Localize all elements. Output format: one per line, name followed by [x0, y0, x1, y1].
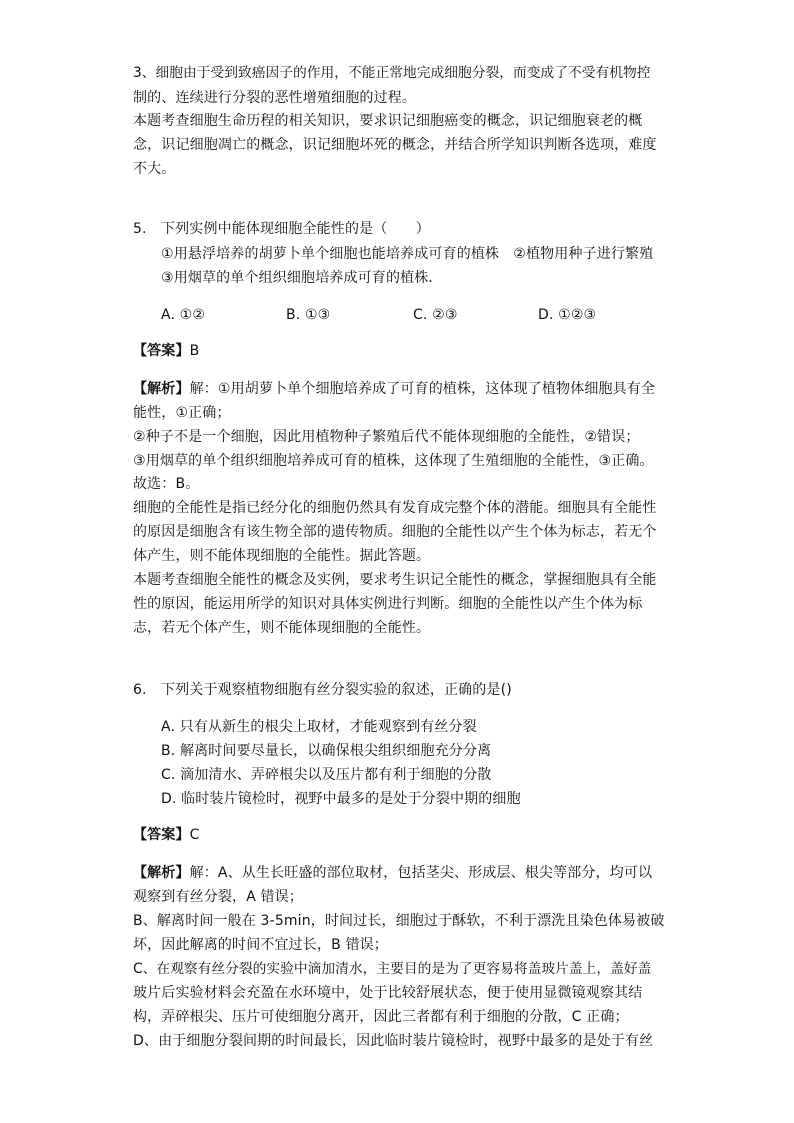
text-line: 制的、连续进行分裂的恶性增殖细胞的过程。: [133, 90, 416, 106]
option-a: A. ①②: [161, 307, 206, 323]
question-item: ①用悬浮培养的胡萝卜单个细胞也能培养成可育的植株 ②植物用种子进行繁殖: [161, 246, 654, 262]
question-number: 6.: [133, 682, 147, 698]
option-c: C. 滴加清水、弄碎根尖以及压片都有利于细胞的分散: [161, 767, 492, 783]
answer-line: [133, 340, 663, 362]
option-d: D. ①②③: [538, 307, 597, 323]
question-stem: 下列关于观察植物细胞有丝分裂实验的叙述，正确的是(): [161, 682, 512, 698]
answer-line: [133, 824, 663, 846]
analysis-line: 本题考查细胞全能性的概念及实例，要求考生识记全能性的概念，掌握细胞具有全能: [133, 572, 657, 588]
analysis-line: B、解离时间一般在 3-5min，时间过长，细胞过于酥软，不利于漂洗且染色体易被破: [133, 913, 665, 929]
text-line: 不大。: [133, 161, 176, 177]
option-b: B. 解离时间要尽量长，以确保根尖组织细胞充分分离: [161, 743, 492, 759]
analysis-line: 志，若无个体产生，则不能体现细胞的全能性。: [133, 620, 431, 636]
analysis-line: ②种子不是一个细胞，因此用植物种子繁殖后代不能体现细胞的全能性，②错误；: [133, 429, 640, 445]
question-6-header: [133, 679, 663, 701]
analysis-line: 坏，因此解离的时间不宜过长，B 错误；: [133, 937, 388, 953]
analysis-text: 解：①用胡萝卜单个细胞培养成了可育的植株，这体现了植物体细胞具有全: [189, 381, 656, 397]
question-item: ③用烟草的单个组织细胞培养成可育的植株．: [161, 270, 443, 286]
analysis-line: 构，弄碎根尖、压片可使细胞分离开，因此三者都有利于细胞的分散，C 正确；: [133, 1009, 629, 1025]
text-line: 念，识记细胞凋亡的概念，识记细胞坏死的概念，并结合所学知识判断各选项，难度: [133, 137, 657, 153]
text-line: 3、细胞由于受到致癌因子的作用，不能正常地完成细胞分裂，而变成了不受有机物控: [133, 65, 651, 81]
analysis-line: 玻片后实验材料会充盈在水环境中，处于比较舒展状态，便于使用显微镜观察其结: [133, 985, 643, 1001]
text-line: 本题考查细胞生命历程的相关知识，要求识记细胞癌变的概念，识记细胞衰老的概: [133, 113, 643, 129]
analysis-label: 【解析】: [133, 865, 190, 881]
question-5-header: [133, 218, 663, 240]
analysis-line: 能性，①正确；: [133, 405, 231, 421]
analysis-line: ③用烟草的单个组织细胞培养成可育的植株，这体现了生殖细胞的全能性，③正确。: [133, 453, 654, 469]
option-b: B. ①③: [286, 307, 331, 323]
analysis-line: [133, 862, 663, 884]
option-d: D. 临时装片镜检时，视野中最多的是处于分裂中期的细胞: [161, 791, 521, 807]
analysis-line: 的原因是细胞含有该生物全部的遗传物质。细胞的全能性以产生个体为标志，若无个: [133, 524, 657, 540]
analysis-line: 体产生，则不能体现细胞的全能性。据此答题。: [133, 548, 431, 564]
analysis-line: 性的原因，能运用所学的知识对具体实例进行判断。细胞的全能性以产生个体为标: [133, 596, 643, 612]
answer-label: 【答案】: [133, 827, 190, 843]
answer-label: 【答案】: [133, 343, 190, 359]
analysis-line: [133, 378, 663, 400]
analysis-line: D、由于细胞分裂间期的时间最长，因此临时装片镜检时，视野中最多的是处于有丝: [133, 1033, 654, 1049]
answer-value: B: [189, 343, 200, 359]
analysis-line: C、在观察有丝分裂的实验中滴加清水，主要目的是为了更容易将盖玻片盖上，盖好盖: [133, 961, 652, 977]
analysis-label: 【解析】: [133, 381, 190, 397]
analysis-line: 故选：B。: [133, 476, 200, 492]
analysis-line: 观察到有丝分裂，A 错误；: [133, 889, 303, 905]
option-a: A. 只有从新生的根尖上取材，才能观察到有丝分裂: [161, 719, 477, 735]
question-stem: 下列实例中能体现细胞全能性的是（ ）: [161, 221, 430, 237]
option-c: C. ②③: [413, 307, 458, 323]
analysis-text: 解：A、从生长旺盛的部位取材，包括茎尖、形成层、根尖等部分，均可以: [189, 865, 653, 881]
analysis-line: 细胞的全能性是指已经分化的细胞仍然具有发育成完整个体的潜能。细胞具有全能性: [133, 500, 657, 516]
question-number: 5.: [133, 221, 147, 237]
answer-value: C: [189, 827, 200, 843]
answer-options: [161, 304, 641, 326]
